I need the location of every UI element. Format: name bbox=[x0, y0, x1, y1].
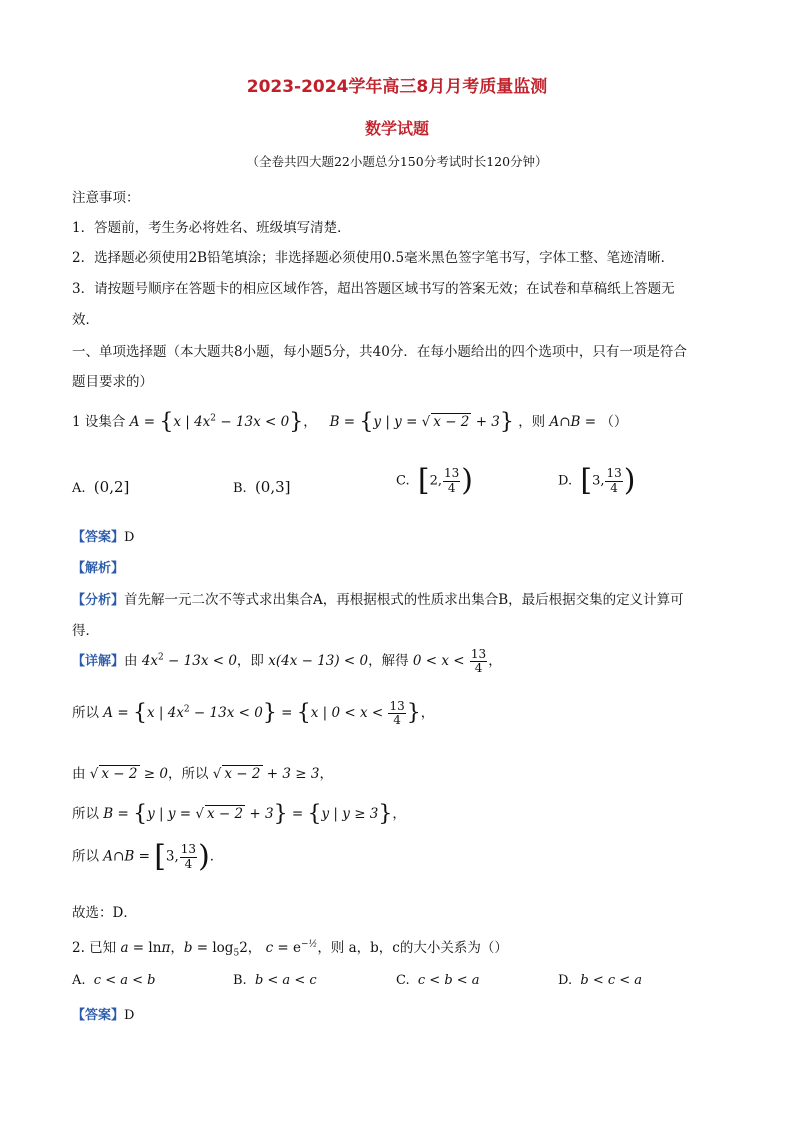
section-heading: 一、单项选择题（本大题共8小题，每小题5分，共40分．在每小题给出的四个选项中，只有一项是符合 bbox=[72, 344, 687, 360]
q1-option-b: B. (0,3] bbox=[233, 478, 291, 496]
q1-detail: 【详解】由 $4x^2 - 13x < 0$，即 x(4x − 13) < 0，解得 0 < x < $\frac{13}{4}$ ， bbox=[72, 647, 502, 676]
q1-detail-set-b: 所以 B = {y | y = √ x − 2 + 3} = {y | y ≥ 3}， bbox=[72, 801, 406, 827]
q1-detail-result: 所以 A∩B = [3, $\frac{13}{4}$ )． bbox=[72, 839, 224, 874]
q1-conclusion: 故选：D． bbox=[72, 905, 137, 921]
q2-answer: 【答案】D bbox=[72, 1008, 135, 1023]
q2-option-c: C. c < b < a bbox=[396, 973, 480, 988]
q1-analysis-label: 【解析】 bbox=[72, 561, 125, 576]
q1-prefix: 1 设集合 bbox=[72, 414, 126, 430]
question-2: 2. 已知 a = lnπ，$b = \log_52$， $c = e^{-\frac{1}{2}}$，则 a，b，c的大小关系为（） bbox=[72, 939, 508, 959]
q1-fenxi: 【分析】首先解一元二次不等式求出集合A，再根据根式的性质求出集合B，最后根据交集的定义计算可 bbox=[72, 592, 684, 608]
note-item: 3．请按题号顺序在答题卡的相应区域作答，超出答题区域书写的答案无效；在试卷和草稿纸上答题无 bbox=[72, 281, 675, 297]
q1-detail-sqrt: 由 √ x − 2 ≥ 0，所以 √ x − 2 + 3 ≥ 3， bbox=[72, 766, 333, 782]
q1-suffix: ，则 bbox=[518, 414, 546, 430]
question-1: 1 设集合 A = {x | $4x^2 - 13x < 0$}， B = {y | y = √ x − 2 + 3} ，则 A∩B = （） bbox=[72, 409, 628, 435]
q1-end: （） bbox=[600, 414, 628, 430]
exam-subtitle: 数学试题 bbox=[364, 119, 429, 138]
q1-fenxi-cont: 得． bbox=[72, 623, 99, 639]
set-b-def: B = {y | y = √ x − 2 + 3} bbox=[329, 409, 514, 435]
q1-option-c: C. [2, $\frac{13}{4}$ ) bbox=[396, 463, 474, 498]
q2-option-b: B. b < a < c bbox=[233, 973, 317, 988]
q1-detail-set-a: 所以 A = {x | $4x^2 - 13x < 0\} = \{x$ | 0 < x < $\frac{13}{4}$ }， bbox=[72, 699, 435, 728]
exam-title: 2023-2024学年高三8月月考质量监测 bbox=[246, 77, 548, 97]
note-item: 2．选择题必须使用2B铅笔填涂；非选择题必须使用0.5毫米黑色签字笔书写，字体工整、笔迹清晰． bbox=[72, 250, 675, 266]
set-a-def: A = {x | $4x^2 - 13x < 0$} bbox=[129, 409, 304, 435]
note-item: 效． bbox=[72, 312, 99, 328]
q2-option-d: D. b < c < a bbox=[558, 973, 643, 988]
intersection-expr: A∩B = bbox=[549, 414, 597, 430]
q1-answer: 【答案】D bbox=[72, 530, 135, 545]
notes-heading: 注意事项： bbox=[72, 190, 140, 206]
section-heading-cont: 题目要求的） bbox=[72, 374, 153, 390]
q2-option-a: A. c < a < b bbox=[72, 973, 156, 988]
q1-option-d: D. [3, $\frac{13}{4}$ ) bbox=[558, 463, 636, 498]
note-item: 1．答题前，考生务必将姓名、班级填写清楚． bbox=[72, 220, 351, 236]
exam-info: （全卷共四大题22小题总分150分考试时长120分钟） bbox=[246, 154, 548, 169]
q1-option-a: A. (0,2] bbox=[72, 478, 130, 496]
